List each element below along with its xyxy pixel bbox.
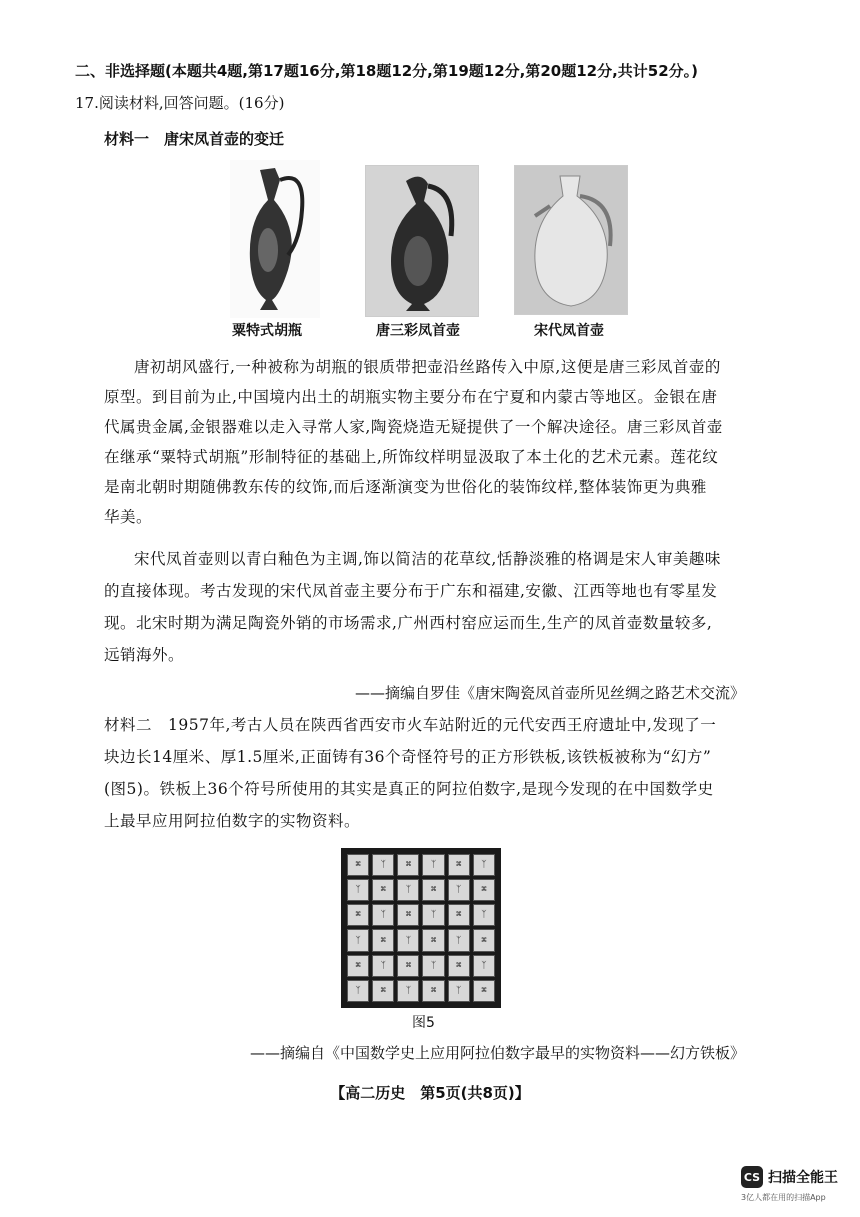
plate-cell: ᛉ (448, 879, 470, 901)
plate-cell: ⌘ (473, 980, 495, 1002)
plate-cell: ⌘ (372, 929, 394, 951)
plate-cell: ᛉ (347, 879, 369, 901)
material2-line: (图5)。铁板上36个符号所使用的其实是真正的阿拉伯数字,是现今发现的在中国数学史 (104, 780, 714, 798)
question-title: 17.阅读材料,回答问题。(16分) (75, 94, 285, 112)
plate-cell: ⌘ (397, 955, 419, 977)
plate-cell: ⌘ (347, 955, 369, 977)
para2-line: 宋代凤首壶则以青白釉色为主调,饰以简洁的花草纹,恬静淡雅的格调是宋人审美趣味 (134, 550, 721, 568)
plate-cell: ⌘ (372, 980, 394, 1002)
magic-square-plate (341, 848, 501, 1008)
para2-line: 远销海外。 (104, 646, 185, 664)
plate-cell: ⌘ (448, 854, 470, 876)
plate-cell: ᛉ (473, 904, 495, 926)
camscanner-logo-icon: CS (741, 1166, 763, 1188)
material1-source: ——摘编自罗佳《唐宋陶瓷凤首壶所见丝绸之路艺术交流》 (354, 684, 745, 702)
material2-source: ——摘编自《中国数学史上应用阿拉伯数字最早的实物资料——幻方铁板》 (249, 1044, 745, 1062)
plate-cell: ⌘ (347, 904, 369, 926)
plate-cell: ᛉ (397, 879, 419, 901)
plate-cell: ⌘ (397, 904, 419, 926)
plate-cell: ᛉ (422, 955, 444, 977)
plate-cell: ᛉ (347, 980, 369, 1002)
caption-tricolor-ewer: 唐三彩凤首壶 (376, 323, 460, 339)
plate-cell: ᛉ (397, 929, 419, 951)
para1-line: 代属贵金属,金银器难以走入寻常人家,陶瓷烧造无疑提供了一个解决途径。唐三彩凤首壶 (104, 418, 723, 436)
para1-line: 原型。到目前为止,中国境内出土的胡瓶实物主要分布在宁夏和内蒙古等地区。金银在唐 (104, 388, 718, 406)
plate-cell: ⌘ (448, 955, 470, 977)
plate-cell: ⌘ (473, 879, 495, 901)
plate-cell: ᛉ (347, 929, 369, 951)
section-heading: 二、非选择题(本题共4题,第17题16分,第18题12分,第19题12分,第20题12分,共计52分。) (75, 62, 699, 80)
plate-cell: ⌘ (448, 904, 470, 926)
plate-cell: ᛉ (397, 980, 419, 1002)
plate-cell: ᛉ (448, 980, 470, 1002)
caption-silver-ewer: 粟特式胡瓶 (232, 323, 302, 339)
plate-cell: ᛉ (422, 904, 444, 926)
para1-line: 华美。 (104, 508, 153, 526)
figure5-caption: 图5 (412, 1015, 435, 1031)
silver-ewer-icon (230, 160, 320, 318)
plate-cell: ⌘ (372, 879, 394, 901)
plate-cell: ⌘ (422, 980, 444, 1002)
plate-cell: ᛉ (473, 955, 495, 977)
para1-line: 是南北朝时期随佛教东传的纹饰,而后逐渐演变为世俗化的装饰纹样,整体装饰更为典雅 (104, 478, 707, 496)
para1-line: 唐初胡风盛行,一种被称为胡瓶的银质带把壶沿丝路传入中原,这便是唐三彩凤首壶的 (134, 358, 721, 376)
plate-cell: ⌘ (397, 854, 419, 876)
material2-line: 上最早应用阿拉伯数字的实物资料。 (104, 812, 361, 830)
para1-line: 在继承“粟特式胡瓶”形制特征的基础上,所饰纹样明显汲取了本土化的艺术元素。莲花纹 (104, 448, 719, 466)
plate-cell: ⌘ (347, 854, 369, 876)
plate-cell: ᛉ (372, 854, 394, 876)
tricolor-ewer-icon (365, 165, 479, 317)
plate-cell: ᛉ (448, 929, 470, 951)
plate-cell: ᛉ (473, 854, 495, 876)
para2-line: 现。北宋时期为满足陶瓷外销的市场需求,广州西村窑应运而生,生产的凤首壶数量较多, (104, 614, 713, 632)
watermark-subtitle: 3亿人都在用的扫描App (741, 1193, 826, 1202)
para2-line: 的直接体现。考古发现的宋代凤首壶主要分布于广东和福建,安徽、江西等地也有零星发 (104, 582, 718, 600)
plate-cell: ᛉ (372, 904, 394, 926)
plate-cell: ⌘ (473, 929, 495, 951)
plate-cell: ᛉ (372, 955, 394, 977)
plate-cell: ⌘ (422, 929, 444, 951)
watermark-brand: 扫描全能王 (768, 1170, 838, 1186)
plate-cell: ⌘ (422, 879, 444, 901)
material1-label: 材料一 唐宋凤首壶的变迁 (104, 130, 285, 148)
song-ewer-icon (514, 165, 628, 315)
material2-line: 块边长14厘米、厚1.5厘米,正面铸有36个奇怪符号的正方形铁板,该铁板被称为“幻方” (104, 748, 712, 766)
page-footer: 【高二历史 第5页(共8页)】 (330, 1084, 530, 1102)
caption-song-ewer: 宋代凤首壶 (534, 323, 604, 339)
material2-line: 材料二 1957年,考古人员在陕西省西安市火车站附近的元代安西王府遗址中,发现了一 (104, 716, 717, 734)
plate-cell: ᛉ (422, 854, 444, 876)
